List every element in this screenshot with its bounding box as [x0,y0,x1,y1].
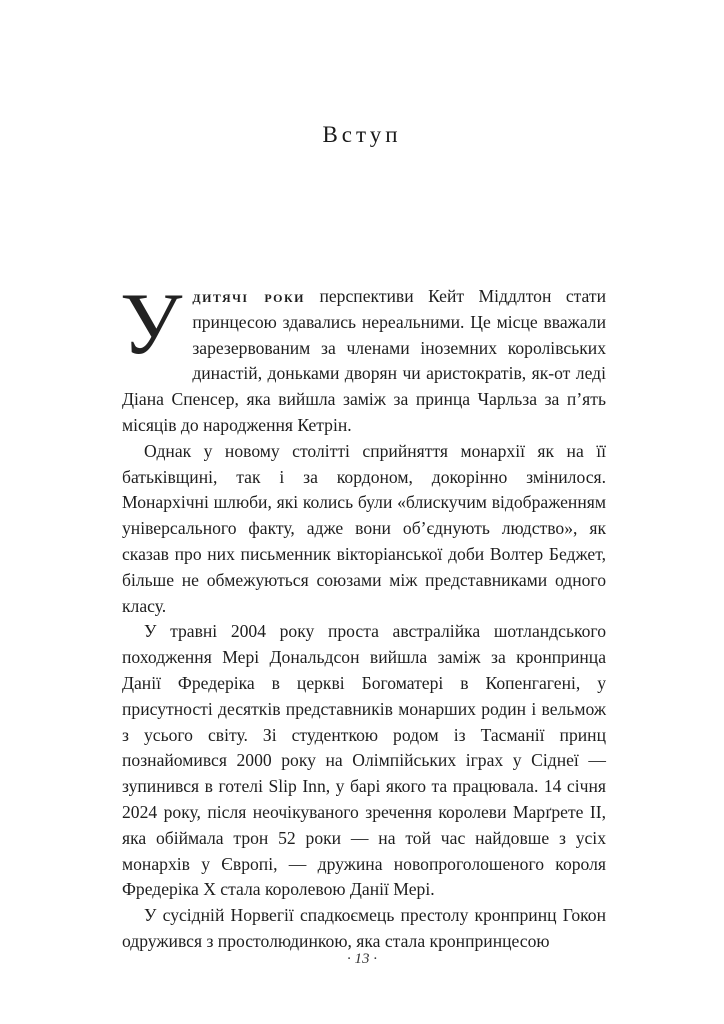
lead-in-words: дитячі роки [192,287,306,306]
paragraph: У сусідній Норвегії спадкоємець престолу кронпринц Гокон одружився з простолюдинкою, яка стала кронпринцесою [122,905,606,951]
intro-paragraph [120,276,606,439]
drop-cap: У [120,276,183,373]
paragraph: У травні 2004 року проста австралійка шотландського походження Мері Дональдсон вийшла заміж за кронпринца Данії Фредеріка в церкві Богоматері в Копенгагені, у присутності десятків представників монарших родин і вельмож з усього світу. Зі студенткою родом із Тасманії принц познайомився 2000 року на Олімпійських іграх у Сіднеї — зупинився в готелі Slip Inn, у барі якого та працювала. 14 січня 2024 року, після неочікуваного зречення королеви Марґрете ІІ, яка обіймала трон 52 роки — на той час найдовше з усіх монархів у Європі, — дружина новопроголошеного короля Фредеріка Х стала королевою Данії Мері. [122,621,606,900]
page-number: · 13 · [347,951,377,967]
paragraph: Однак у новому столітті сприйняття монархії як на її батьківщині, так і за кордоном, докорінно змінилося. Монархічні шлюби, які колись були «блискучим відображенням універсального факту, адже вони об’єднують людство», як сказав про них письменник вікторіанської доби Волтер Беджет, більше не обмежуються союзами між представниками одного класу. [122,440,606,616]
chapter-body [120,276,606,955]
chapter-title: Вступ [322,122,402,147]
intro-paragraph-text: перспективи Кейт Міддлтон стати принцесою здавались нереальними. Це місце вважали зарезервованим за членами іноземних королівських династій, доньками дворян чи аристократів, як-от леді Діана Спенсер, яка вийшла заміж за принца Чарльза за п’ять місяців до народження Кетрін. [122,286,606,435]
